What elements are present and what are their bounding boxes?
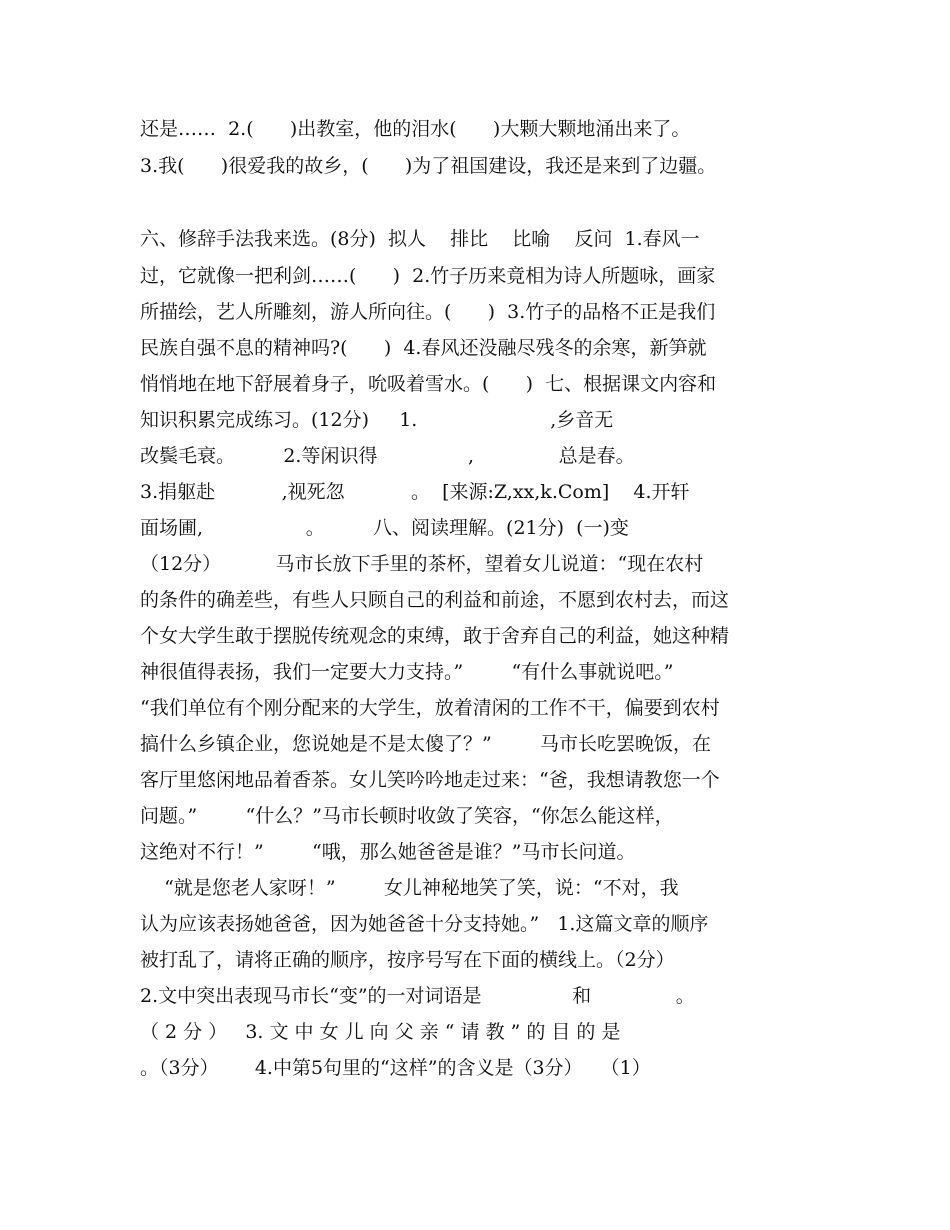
- text-line: 神很值得表扬，我们一定要大力支持。” “有什么事就说吧。”: [140, 661, 674, 683]
- text-line: 问题。” “什么？”马市长顿时收敛了笑容，“你怎么能这样，: [140, 805, 674, 827]
- text-line: 客厅里悠闲地品着香茶。女儿笑吟吟地走过来：“爸，我想请教您一个: [140, 769, 720, 791]
- text-line: 3.我( )很爱我的故乡，( )为了祖国建设，我还是来到了边疆。: [140, 155, 717, 177]
- text-line: 3.捐躯赴 ,视死忽 。 [来源:Z,xx,k.Com] 4.开轩: [140, 481, 690, 503]
- text-line: 搞什么乡镇企业，您说她是不是太傻了？” 马市长吃罢晚饭，在: [140, 733, 712, 755]
- text-line: （ 2 分 ） 3. 文 中 女 儿 向 父 亲 “ 请 教 ” 的 目 的 是: [140, 1021, 621, 1043]
- text-line: 的条件的确差些，有些人只顾自己的利益和前途，不愿到农村去，而这: [140, 589, 730, 611]
- text-line: 认为应该表扬她爸爸，因为她爸爸十分支持她。” 1.这篇文章的顺序: [140, 913, 709, 935]
- text-line: 还是…… 2.( )出教室，他的泪水( )大颗大颗地涌出来了。: [140, 118, 691, 140]
- text-line: 所描绘，艺人所雕刻，游人所向往。( ) 3.竹子的品格不正是我们: [140, 301, 716, 323]
- text-line: “我们单位有个刚分配来的大学生，放着清闲的工作不干，偏要到农村: [140, 697, 720, 719]
- text-line: （12分） 马市长放下手里的茶杯，望着女儿说道：“现在农村: [140, 553, 704, 575]
- text-line: 过，它就像一把利剑……( ) 2.竹子历来竟相为诗人所题咏，画家: [140, 265, 716, 287]
- text-line: “就是您老人家呀！” 女儿神秘地笑了笑，说：“不对，我: [140, 877, 679, 899]
- text-line: 。（3分） 4.中第5句里的“这样”的含义是（3分） （1）: [140, 1057, 651, 1079]
- text-line: 知识积累完成练习。(12分) 1. ,乡音无: [140, 409, 614, 431]
- text-line: 面场圃, 。 八、阅读理解。(21分) (一)变: [140, 517, 629, 539]
- text-line: 六、修辞手法我来选。(8分) 拟人 排比 比喻 反问 1.春风一: [140, 228, 700, 250]
- text-line: 改鬓毛衰。 2.等闲识得 , 总是春。: [140, 445, 635, 467]
- text-line: 悄悄地在地下舒展着身子，吮吸着雪水。( ) 七、根据课文内容和: [140, 373, 717, 395]
- text-line: 个女大学生敢于摆脱传统观念的束缚，敢于舍弃自己的利益，她这种精: [140, 625, 730, 647]
- text-line: 被打乱了，请将正确的顺序，按序号写在下面的横线上。（2分）: [140, 949, 675, 971]
- text-line: 2.文中突出表现马市长“变”的一对词语是 和 。: [140, 985, 695, 1007]
- text-line: 这绝对不行！” “哦，那么她爸爸是谁？”马市长问道。: [140, 841, 636, 863]
- text-line: 民族自强不息的精神吗?( ) 4.春风还没融尽残冬的余寒，新笋就: [140, 337, 707, 359]
